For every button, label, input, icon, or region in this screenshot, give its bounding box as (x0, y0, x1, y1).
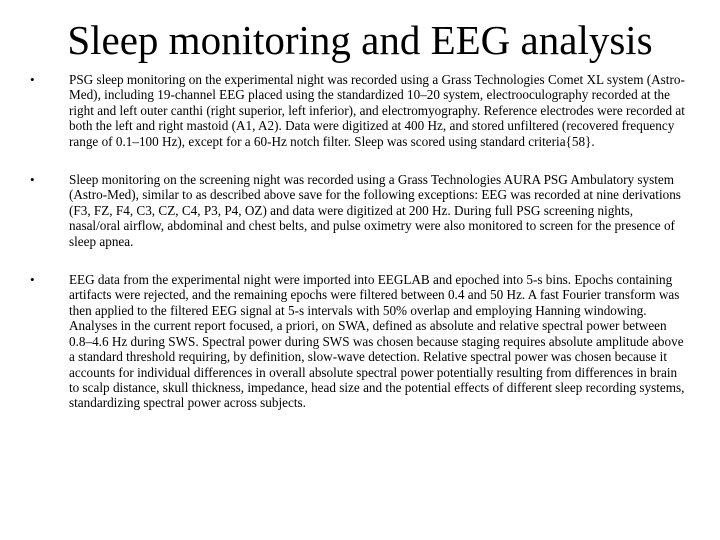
bullet-text: PSG sleep monitoring on the experimental night was recorded using a Grass Technologies Comet XL system (Astro-Med), including 19-channel EEG placed using the standardized 10–20 system, electrooculography recorded at the right and left outer canthi (right superior, left inferior), and electromyography. Reference electrodes were recorded at both the left and right mastoid (A1, A2). Data were digitized at 400 Hz, and stored unfiltered (recovered frequency range of 0.1–100 Hz), except for a 60-Hz notch filter. Sleep was scored using standard criteria{58}. (69, 72, 685, 149)
bullet-marker: • (30, 72, 35, 87)
bullet-text: Sleep monitoring on the screening night was recorded using a Grass Technologies AURA PSG Ambulatory system (Astro-Med), similar to as described above save for the following exceptions: EEG was recorded at nine derivations (F3, FZ, F4, C3, CZ, C4, P3, P4, OZ) and data were digitized at 200 Hz. During full PSG screening nights, nasal/oral airflow, abdominal and chest belts, and pulse oximetry were also monitored to screen for the presence of sleep apnea. (69, 172, 681, 249)
bullet-item (30, 72, 685, 149)
bullet-list (30, 72, 685, 411)
bullet-item (30, 272, 685, 411)
bullet-text: EEG data from the experimental night were imported into EEGLAB and epoched into 5-s bins. Epochs containing artifacts were rejected, and the remaining epochs were filtered between 0.4 and 50 Hz. A fast Fourier transform was then applied to the filtered EEG signal at 5-s intervals with 50% overlap and employing Hanning windowing. Analyses in the current report focused, a priori, on SWA, defined as absolute and relative spectral power between 0.8–4.6 Hz during SWS. Spectral power during SWS was chosen because staging requires absolute amplitude above a standard threshold requiring, by definition, slow-wave detection. Relative spectral power was chosen because it accounts for individual differences in overall absolute spectral power potentially resulting from differences in brain to scalp distance, skull thickness, impedance, head size and the potential effects of different sleep recording systems, standardizing spectral power across subjects. (69, 272, 685, 411)
slide-title: Sleep monitoring and EEG analysis (67, 17, 653, 63)
bullet-marker: • (30, 272, 35, 288)
bullet-marker: • (30, 172, 35, 188)
bullet-item (30, 172, 685, 249)
